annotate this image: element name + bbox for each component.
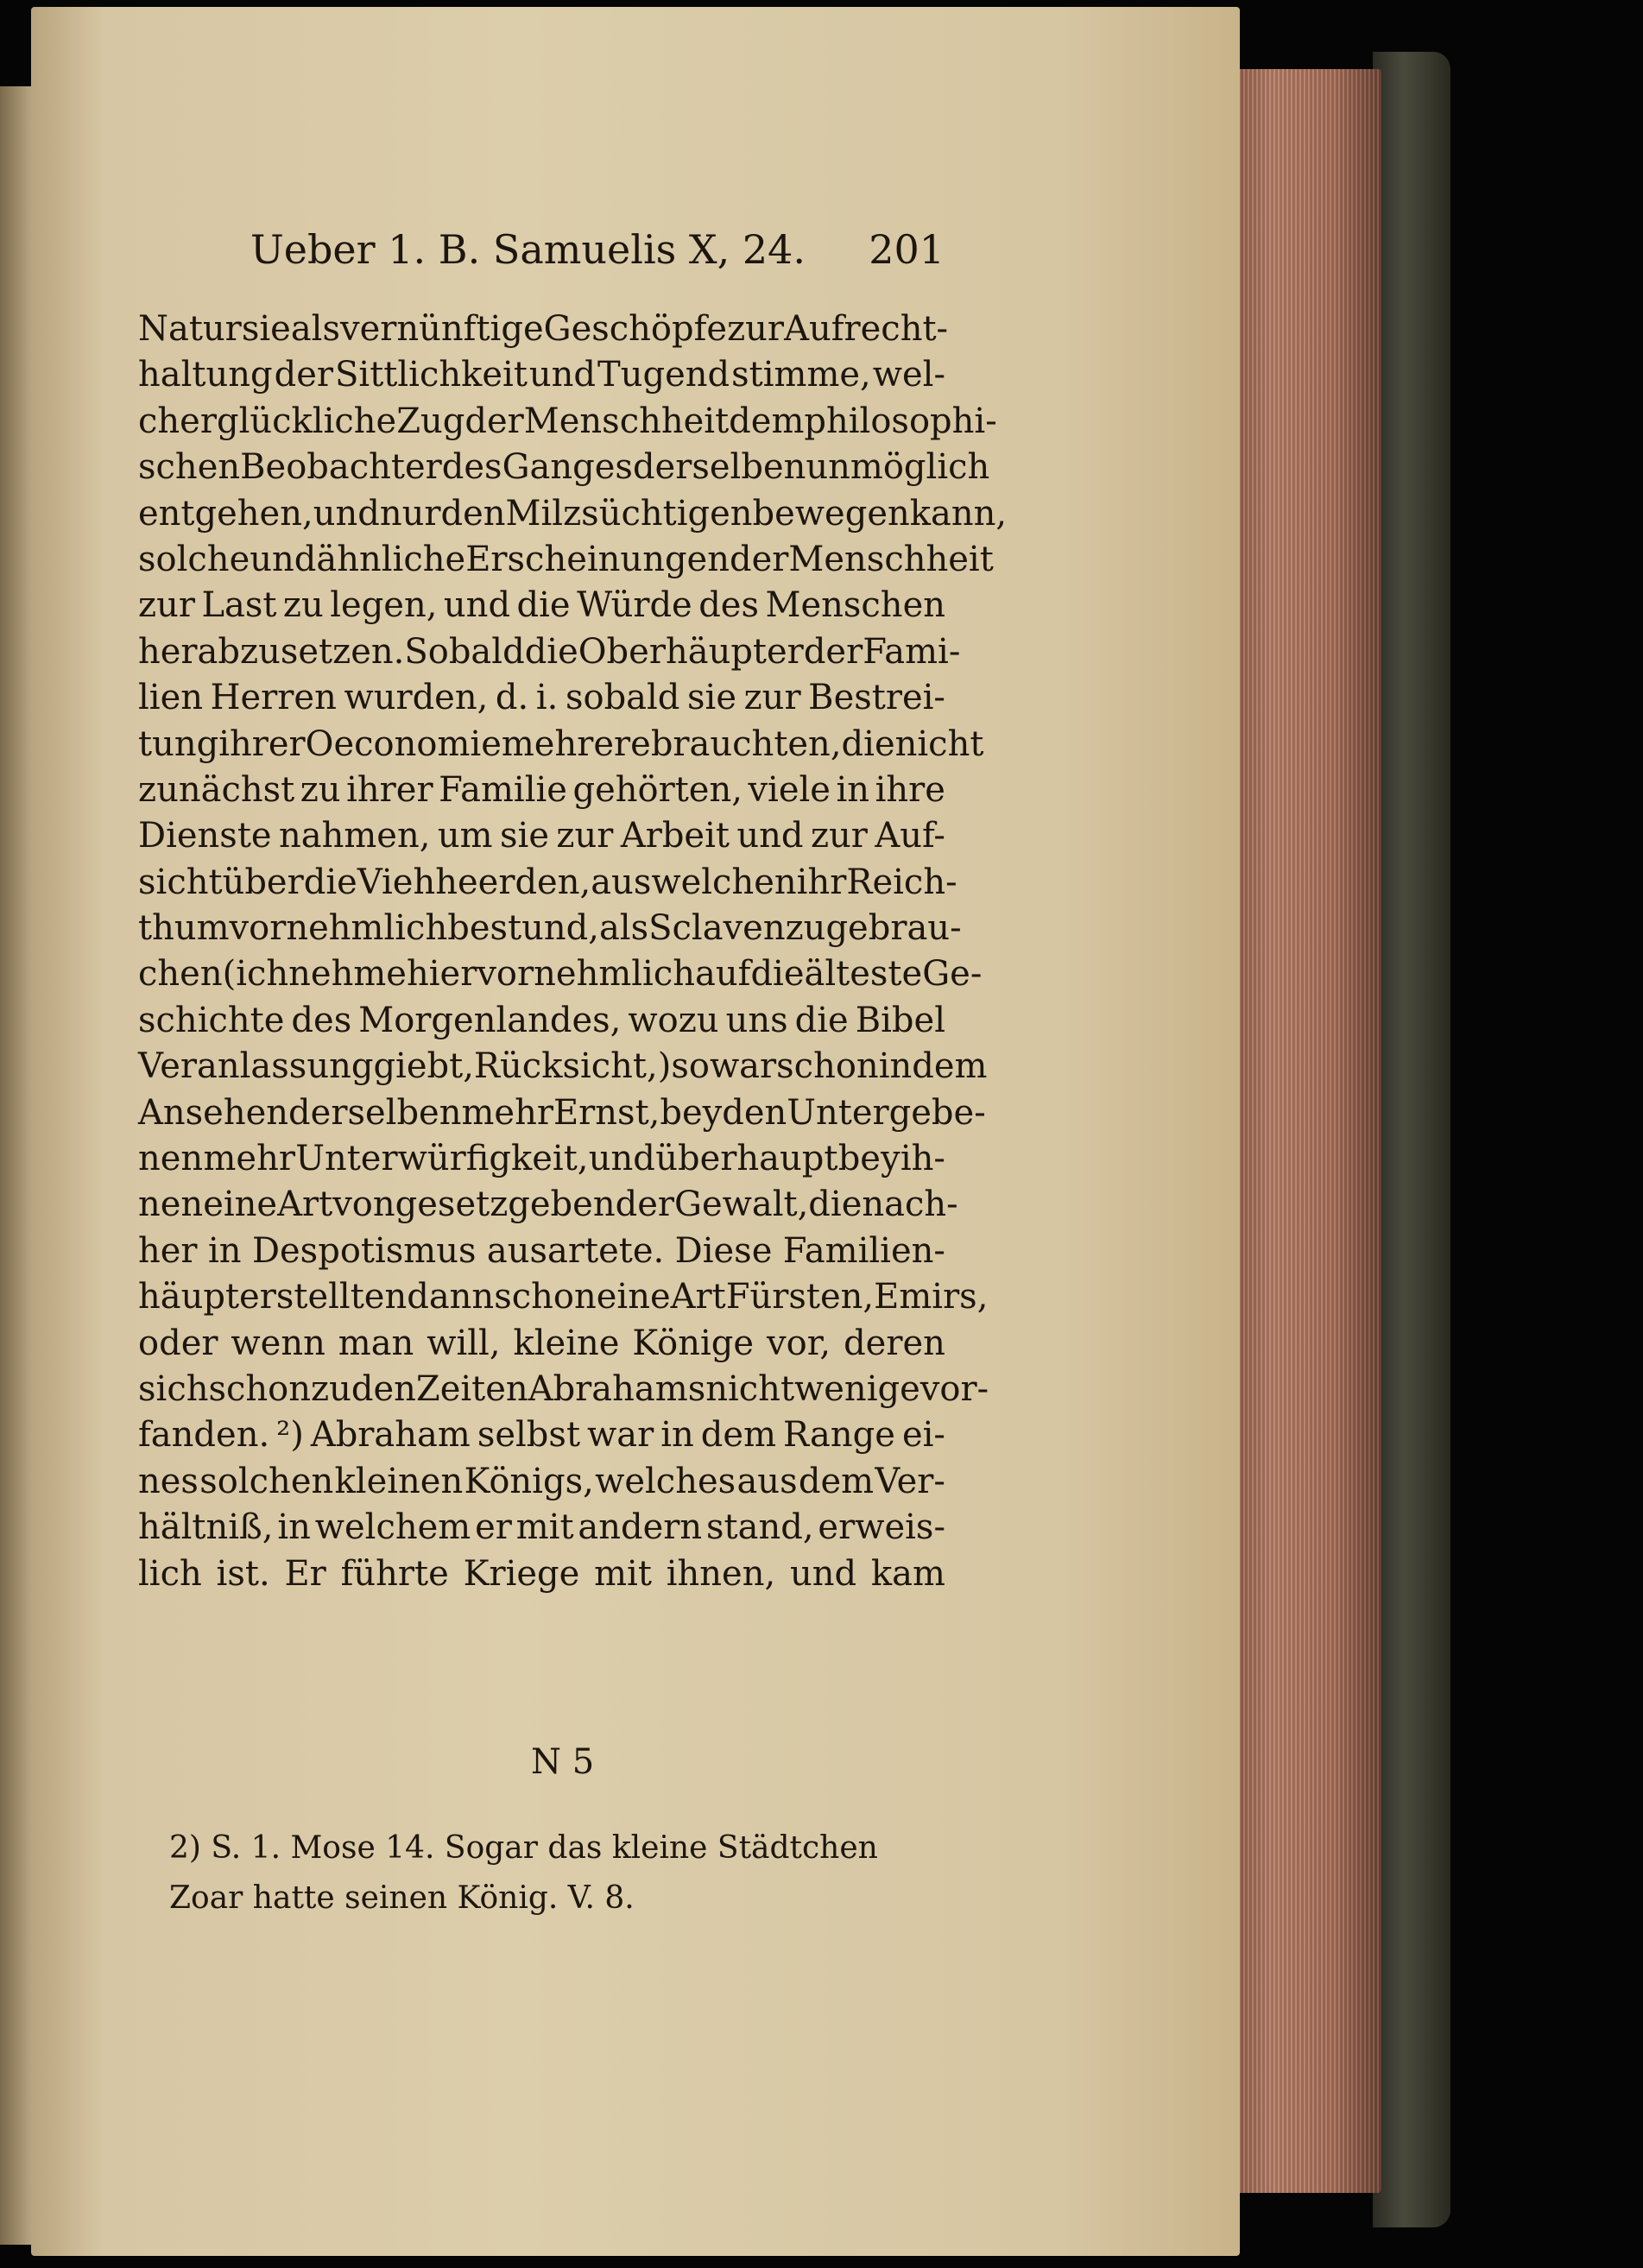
page-header [250, 226, 945, 278]
text-line: lien Herren wurden, d. i. sobald sie zur Bestrei- [138, 678, 945, 718]
text-line: herabzusetzen. Sobald die Oberhäupter der Fami- [138, 631, 961, 672]
text-line: Natur sie als vernünftige Geschöpfe zur Aufrecht- [138, 309, 949, 349]
page-block-edges [1226, 69, 1381, 2193]
footnote-line: Zoar hatte seinen König. V. 8. [169, 1880, 635, 1916]
text-line: nen eine Art von gesetzgebender Gewalt, die nach- [138, 1185, 958, 1225]
text-line: schichte des Morgenlandes, wozu uns die Bibel [138, 1000, 945, 1040]
text-line: schen Beobachter des Ganges derselben unmöglich [138, 447, 990, 488]
text-line: her in Despotismus ausartete. Diese Familien- [138, 1230, 945, 1271]
text-line: zur Last zu legen, und die Würde des Menschen [138, 585, 945, 626]
text-line: nen mehr Unterwürfigkeit, und überhaupt bey ih- [138, 1139, 945, 1179]
printer-signature: N 5 [531, 1742, 595, 1782]
text-line: sicht über die Viehheerden, aus welchen ihr Reich- [138, 862, 957, 902]
text-line: häupter stellten dann schon eine Art Fürsten, Emirs, [138, 1277, 989, 1317]
text-line: zunächst zu ihrer Familie gehörten, viele in ihre [138, 769, 945, 810]
text-line: chen (ich nehme hier vornehmlich auf die älteste Ge- [138, 954, 983, 995]
text-line: Dienste nahmen, um sie zur Arbeit und zur Auf- [138, 816, 945, 856]
text-line: cher glückliche Zug der Menschheit dem philosophi- [138, 401, 997, 441]
left-page-edge [0, 86, 31, 2245]
text-line: solche und ähnliche Erscheinungen der Menschheit [138, 539, 994, 579]
text-line: hältniß, in welchem er mit andern stand, erweis- [138, 1507, 945, 1548]
text-line: nes solchen kleinen Königs, welches aus dem Ver- [138, 1461, 945, 1501]
text-line: thum vornehmlich bestund, als Sclaven zu gebrau- [138, 908, 962, 949]
book-cover-board [1373, 52, 1450, 2227]
text-line: fanden. ²) Abraham selbst war in dem Range ei- [138, 1415, 945, 1456]
text-line: haltung der Sittlichkeit und Tugend stimme, wel- [138, 355, 945, 395]
text-line: sich schon zu den Zeiten Abrahams nicht wenige vor- [138, 1368, 989, 1409]
text-line: tung ihrer Oeconomie mehrere brauchten, die nicht [138, 723, 984, 764]
page-number: 201 [869, 226, 945, 273]
text-line: oder wenn man will, kleine Könige vor, deren [138, 1323, 945, 1363]
text-line: Veranlassung giebt, Rücksicht,) so war schon in dem [138, 1046, 988, 1087]
running-title: Ueber 1. B. Samuelis X, 24. [250, 226, 806, 273]
text-line: Ansehen derselben mehr Ernst, bey den Untergebe- [138, 1092, 986, 1133]
footnote-line: 2) S. 1. Mose 14. Sogar das kleine Städtchen [169, 1830, 878, 1866]
text-line: lich ist. Er führte Kriege mit ihnen, und kam [138, 1553, 945, 1594]
body-text [138, 306, 1008, 1597]
text-line: entgehen, und nur den Milzsüchtigen bewegen kann, [138, 493, 1008, 534]
footnote [169, 1823, 946, 1924]
